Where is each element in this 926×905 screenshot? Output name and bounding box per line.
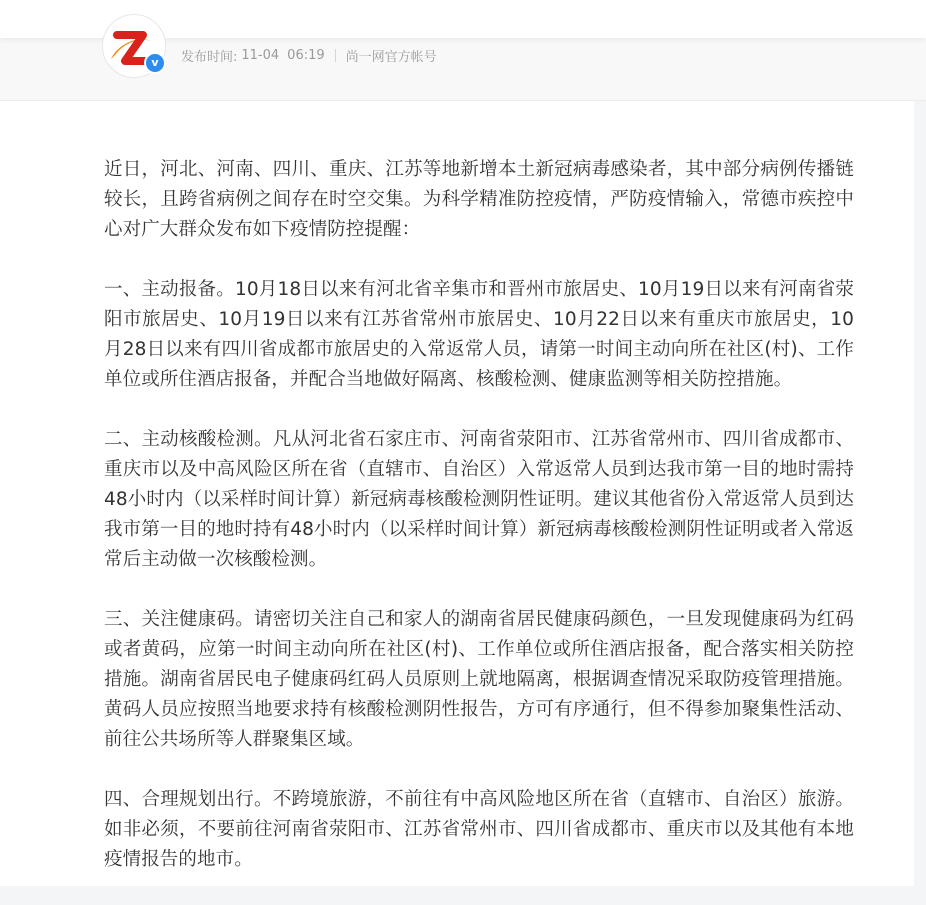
publish-label: 发布时间: xyxy=(181,50,238,65)
account-name[interactable]: 尚一网官方帐号 xyxy=(345,50,437,65)
article-paragraph-intro: 近日，河北、河南、四川、重庆、江苏等地新增本土新冠病毒感染者，其中部分病例传播链较长，且跨省病例之间存在时空交集。为科学精准防控疫情，严防疫情输入，常德市疾控中心对广大群众发布如下疫情防控提醒： xyxy=(104,159,854,240)
article-paragraph-health-code: 三、关注健康码。请密切关注自己和家人的湖南省居民健康码颜色，一旦发现健康码为红码或者黄码，应第一时间主动向所在社区(村)、工作单位或所住酒店报备，配合落实相关防控措施。湖南省居民电子健康码红码人员原则上就地隔离，根据调查情况采取防疫管理措施。黄码人员应按照当地要求持有核酸检测阴性报告，方可有序通行，但不得参加聚集性活动、前往公共场所等人群聚集区域。 xyxy=(104,609,854,750)
article-paragraph-report: 一、主动报备。10月18日以来有河北省辛集市和晋州市旅居史、10月19日以来有河南省荥阳市旅居史、10月19日以来有江苏省常州市旅居史、10月22日以来有重庆市旅居史，10月28日以来有四川省成都市旅居史的入常返常人员，请第一时间主动向所在社区(村)、工作单位或所住酒店报备，并配合当地做好隔离、核酸检测、健康监测等相关防控措施。 xyxy=(104,279,854,390)
verified-badge-icon: v xyxy=(144,52,166,74)
page-margin xyxy=(914,101,926,886)
article-paragraph-testing: 二、主动核酸检测。凡从河北省石家庄市、河南省荥阳市、江苏省常州市、四川省成都市、重庆市以及中高风险区所在省（直辖市、自治区）入常返常人员到达我市第一目的地时需持48小时内（以采样时间计算）新冠病毒核酸检测阴性证明。建议其他省份入常返常人员到达我市第一目的地时持有48小时内（以采样时间计算）新冠病毒核酸检测阴性证明或者入常返常后主动做一次核酸检测。 xyxy=(104,429,854,570)
meta-divider xyxy=(335,49,336,62)
article-content xyxy=(0,101,914,886)
article-body xyxy=(104,155,854,905)
article-paragraph-travel: 四、合理规划出行。不跨境旅游，不前往有中高风险地区所在省（直辖市、自治区）旅游。如非必须，不要前往河南省荥阳市、江苏省常州市、四川省成都市、重庆市以及其他有本地疫情报告的地市。 xyxy=(104,789,854,870)
publish-time: 06:19 xyxy=(287,48,325,63)
publish-date: 11-04 xyxy=(241,48,280,63)
article-meta xyxy=(181,46,437,65)
